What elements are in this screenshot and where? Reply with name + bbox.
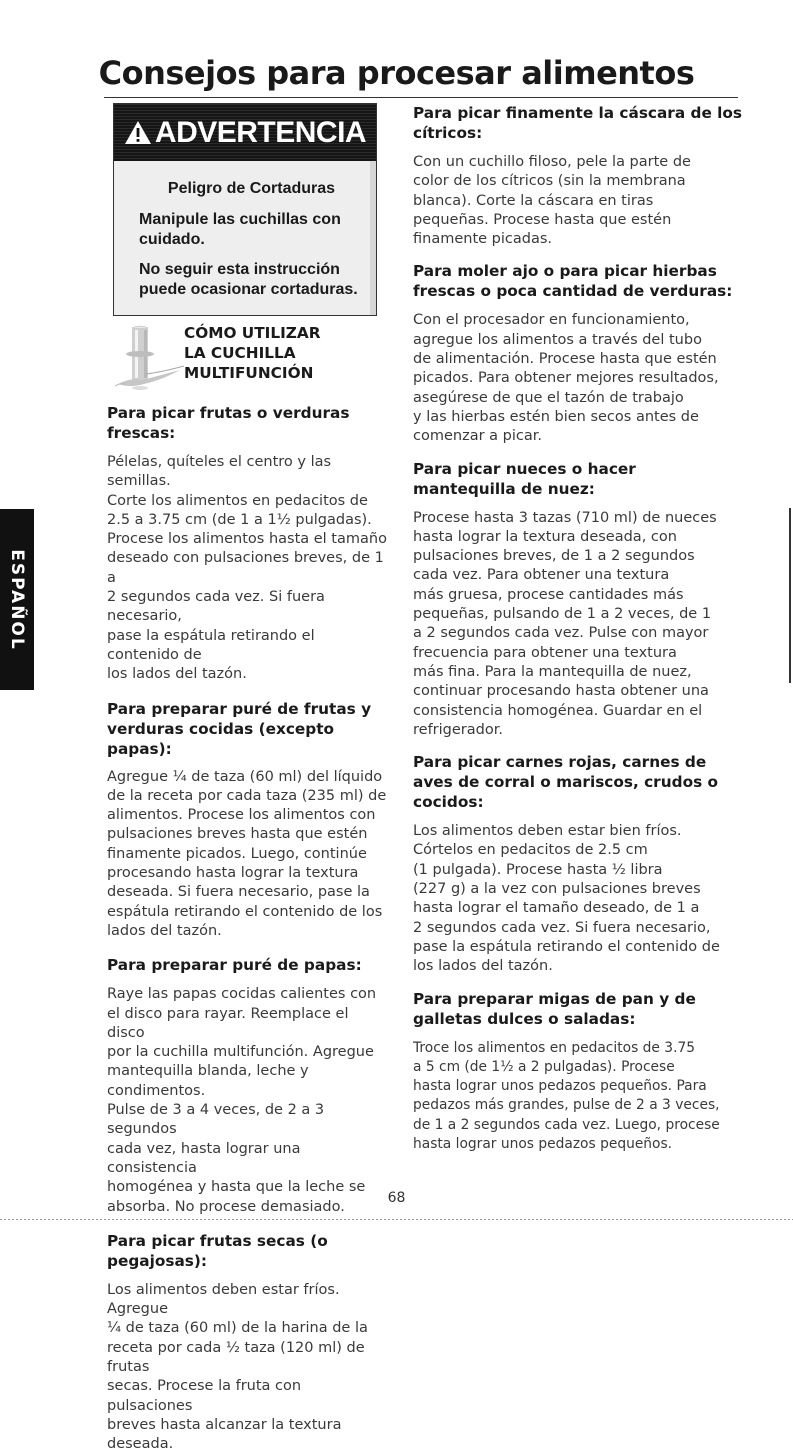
section-heading: Para preparar migas de pan y de galletas dulces o saladas: bbox=[413, 989, 696, 1028]
section-text: Los alimentos deben estar fríos. Agregue ¼ de taza (60 ml) de la harina de la receta por cada ½ taza (120 ml) de frutas secas. Procese la fruta con pulsaciones breves hasta alcanzar la textura deseada. bbox=[107, 1281, 368, 1453]
section-heading: Para preparar puré de papas: bbox=[107, 956, 362, 975]
page-edge-mark bbox=[789, 508, 791, 683]
page-number: 68 bbox=[387, 1190, 406, 1206]
warning-triangle-icon bbox=[124, 120, 152, 145]
language-tab-label: ESPAÑOL bbox=[7, 549, 27, 651]
section-text: Raye las papas cocidas calientes con el disco para rayar. Reemplace el disco por la cuchilla multifunción. Agregue mantequilla blanda, leche y condimentos. Pulse de 3 a 4 veces, de 2 a 3 segundos cada vez, hasta lograr una consistencia homogénea y hasta que la leche se absorba. No procese demasiado. bbox=[107, 986, 377, 1215]
section-heading: Para picar frutas secas (o pegajosas): bbox=[107, 1231, 328, 1270]
section-text: Procese hasta 3 tazas (710 ml) de nueces hasta lograr la textura deseada, con pulsaciones breves, de 1 a 2 segundos cada vez. Para obtener una textura más gruesa, procese cantidades más pequeñas, pulsando de 1 a 2 veces, de 1 a 2 segundos cada vez. Pulse con mayor frecuencia para obtener una textura más fina. Para la mantequilla de nuez, continuar procesando hasta obtener una consistencia homogénea. Guardar en el refrigerador. bbox=[413, 509, 717, 738]
section-text: Los alimentos deben estar bien fríos. Córtelos en pedacitos de 2.5 cm (1 pulgada). Procese hasta ½ libra (227 g) a la vez con pulsaciones breves hasta lograr el tamaño deseado, de 1 a 2 segundos cada vez. Si fuera necesario, pase la espátula retirando el contenido de los lados del tazón. bbox=[413, 823, 720, 975]
section-heading: Para moler ajo o para picar hierbas frescas o poca cantidad de verduras: bbox=[413, 262, 733, 301]
warning-edge bbox=[370, 161, 376, 315]
warning-subtitle: Peligro de Cortaduras bbox=[167, 180, 336, 197]
warning-body bbox=[139, 179, 364, 310]
section-text: Pélelas, quíteles el centro y las semillas. Corte los alimentos en pedacitos de 2.5 a 3.75 cm (de 1 a 1½ pulgadas). Procese los alimentos hasta el tamaño deseado con pulsaciones breves, de 1 a 2 segundos cada vez. Si fuera necesario, pase la espátula retirando el contenido de los lados del tazón. bbox=[107, 454, 387, 683]
left-column bbox=[107, 403, 389, 1454]
warning-header bbox=[114, 104, 376, 161]
warning-line-2: No seguir esta instrucción puede ocasionar cortaduras. bbox=[139, 261, 358, 298]
multipurpose-blade-illustration bbox=[110, 314, 192, 396]
blade-title-text: CÓMO UTILIZAR LA CUCHILLA MULTIFUNCIÓN bbox=[184, 324, 321, 382]
section-text: Agregue ¼ de taza (60 ml) del líquido de la receta por cada taza (235 ml) de alimentos. Procese los alimentos con pulsaciones breves hasta que estén finamente picados. Luego, continúe procesando hasta lograr la textura deseada. Si fuera necesario, pase la espátula retirando el contenido de los lados del tazón. bbox=[107, 768, 387, 939]
section-heading: Para picar frutas o verduras frescas: bbox=[107, 404, 350, 442]
bottom-dotted-rule bbox=[0, 1219, 793, 1220]
section-text: Troce los alimentos en pedacitos de 3.75 a 5 cm (de 1½ a 2 pulgadas). Procese hasta lograr unos pedazos pequeños. Para pedazos más grandes, pulse de 2 a 3 veces, de 1 a 2 segundos cada vez. Luego, procese hasta lograr unos pedazos pequeños. bbox=[413, 1039, 720, 1152]
warning-box bbox=[113, 103, 377, 316]
section-heading: Para preparar puré de frutas y verduras cocidas (excepto papas): bbox=[107, 699, 372, 758]
section-text: Con un cuchillo filoso, pele la parte de color de los cítricos (sin la membrana blanca). Corte la cáscara en tiras pequeñas. Procese hasta que estén finamente picadas. bbox=[413, 154, 691, 248]
section-heading: Para picar nueces o hacer mantequilla de nuez: bbox=[413, 459, 636, 498]
warning-line-1: Manipule las cuchillas con cuidado. bbox=[139, 211, 341, 248]
section-heading: Para picar finamente la cáscara de los cítricos: bbox=[413, 104, 743, 142]
blade-section-title bbox=[184, 323, 354, 383]
title-rule bbox=[104, 97, 738, 98]
section-heading: Para picar carnes rojas, carnes de aves de corral o mariscos, crudos o cocidos: bbox=[413, 753, 719, 812]
warning-header-label: ADVERTENCIA bbox=[154, 115, 367, 149]
section-text: Con el procesador en funcionamiento, agregue los alimentos a través del tubo de alimentación. Procese hasta que estén picados. Para obtener mejores resultados, asegúrese de que el tazón de trabajo y las hierbas estén bien secos antes de comenzar a picar. bbox=[413, 312, 719, 445]
right-column bbox=[413, 103, 743, 1154]
page-title: Consejos para procesar alimentos bbox=[98, 54, 695, 92]
